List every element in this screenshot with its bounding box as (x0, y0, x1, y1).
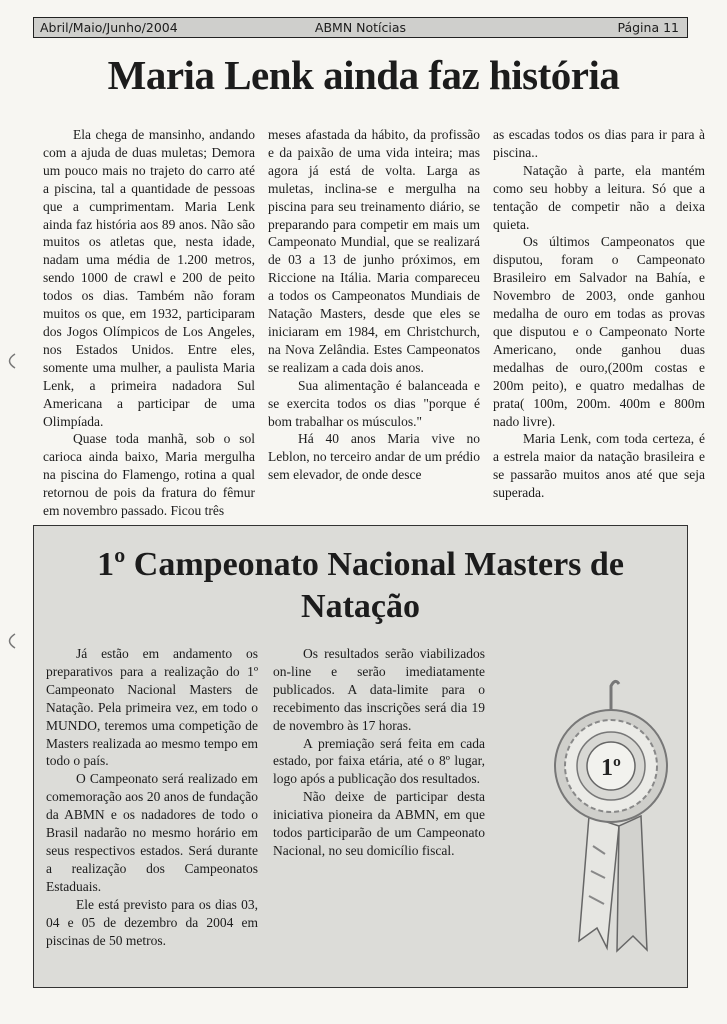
paragraph: Os resultados serão viabilizados on-line e serão imediatamente publicados. A data-limite para o recebimento das inscrições será dia 19 de novembro às 17 horas. (273, 646, 485, 733)
box-body (46, 645, 485, 949)
medal-label: 1º (601, 755, 621, 781)
binder-hole-mark-top (2, 352, 18, 370)
paragraph: O Campeonato será realizado em comemoração aos 20 anos de fundação da ABMN e os nadadores de todo o Brasil nadarão no mesmo horário em seus respectivos estados. Será durante a realização dos Campeonatos Estaduais. (46, 771, 258, 894)
medal-hook (611, 681, 619, 710)
issue-date: Abril/Maio/Junho/2004 (40, 20, 178, 35)
article-column-2 (268, 126, 480, 526)
publication-name: ABMN Notícias (314, 20, 407, 35)
paragraph: A premiação será feita em cada estado, por faixa etária, até o 8º lugar, logo após a publicação dos resultados. (273, 735, 485, 787)
championship-box (33, 525, 688, 988)
article-body (43, 126, 707, 526)
paragraph: Os últimos Campeonatos que disputou, foram o Campeonato Brasileiro em Salvador na Bahía, e Novembro de 2003, onde ganhou medalha de ouro em todas as provas que disputou e o Campeonato Norte Americano, onde ganhou duas medalhas de ouro,(200m costas e 200m peito), e quatro medalhas de prata( 100m, 200m. 400m e 800m nado livre). (493, 234, 705, 429)
paragraph: Sua alimentação é balanceada e se exercita todos os dias "porque é bom trabalhar os músculos." (268, 377, 480, 429)
paragraph: meses afastada da hábito, da profissão e da paixão de uma vida inteira; mas agora já está de volta. Larga as muletas, inclina-se e mergulha na piscina para seu treinamento diário, se preparando para competir em mais um Campeonato Mundial, que se realizará de 03 a 13 de junho próximos, em Riccione na Itália. Maria compareceu a todos os Campeonatos Mundiais de Natação Masters, desde que eles se iniciaram em 1984, em Christchurch, na Nova Zelândia. Estes Campeonatos se realizam a cada dois anos. (268, 127, 480, 375)
article-title: Maria Lenk ainda faz história (107, 52, 620, 98)
medal-rosette-icon (549, 666, 679, 956)
paragraph: Já estão em andamento os preparativos para a realização do 1º Campeonato Nacional Masters de Natação. Pela primeira vez, em todo o MUNDO, teremos uma competição de Masters realizada ao mesmo tempo em todo o país. (46, 646, 258, 769)
paragraph: Ela chega de mansinho, andando com a ajuda de duas muletas; Demora um pouco mais no trajeto do carro até a piscina, tal a quantidade de pessoas que a cumprimentam. Maria Lenk ainda faz história aos 89 anos. Não são muitos os atletas que, nesta idade, nadam uma média de 1.200 metros, sendo 1000 de crawl e 200 de peito todos os dias. Também não foram muitos os que, em 1932, participaram dos Jogos Olímpicos de Los Angeles, nos Estados Unidos. Entre eles, somente uma mulher, a paulista Maria Lenk, a primeira nadadora Sul Americana a participar de uma Olimpíada. (43, 127, 255, 429)
article-column-3 (493, 126, 705, 526)
paragraph: Ele está previsto para os dias 03, 04 e 05 de dezembro da 2004 em piscinas de 50 metros. (46, 896, 258, 948)
page-number: Página 11 (617, 20, 679, 35)
paragraph: as escadas todos os dias para ir para à piscina.. (493, 127, 705, 160)
paragraph: Há 40 anos Maria vive no Leblon, no terceiro andar de um prédio sem elevador, de onde desce (268, 431, 480, 483)
paragraph: Natação à parte, ela mantém como seu hobby a leitura. Só que a tentação de competir não a deixa quieta. (493, 162, 705, 232)
box-title-line-2: Natação (301, 588, 420, 625)
box-column-2 (273, 645, 485, 949)
article-column-1 (43, 126, 255, 526)
paragraph: Maria Lenk, com toda certeza, é a estrela maior da natação brasileira e se passarão muitos anos até que seja superada. (493, 431, 705, 501)
binder-hole-mark-bottom (2, 632, 18, 650)
page-header (33, 17, 688, 38)
box-column-1 (46, 645, 258, 949)
box-title-line-1: 1º Campeonato Nacional Masters de (97, 546, 624, 583)
medal-ribbon (579, 816, 647, 951)
box-title (34, 544, 687, 628)
paragraph: Quase toda manhã, sob o sol carioca ainda baixo, Maria mergulha na piscina do Flamengo, rotina a qual retornou de pois da fratura do fêmur em novembro passado. Ficou três (43, 431, 255, 519)
paragraph: Não deixe de participar desta iniciativa pioneira da ABMN, em que todos participarão de um Campeonato Nacional, no seu domicílio fiscal. (273, 789, 485, 858)
